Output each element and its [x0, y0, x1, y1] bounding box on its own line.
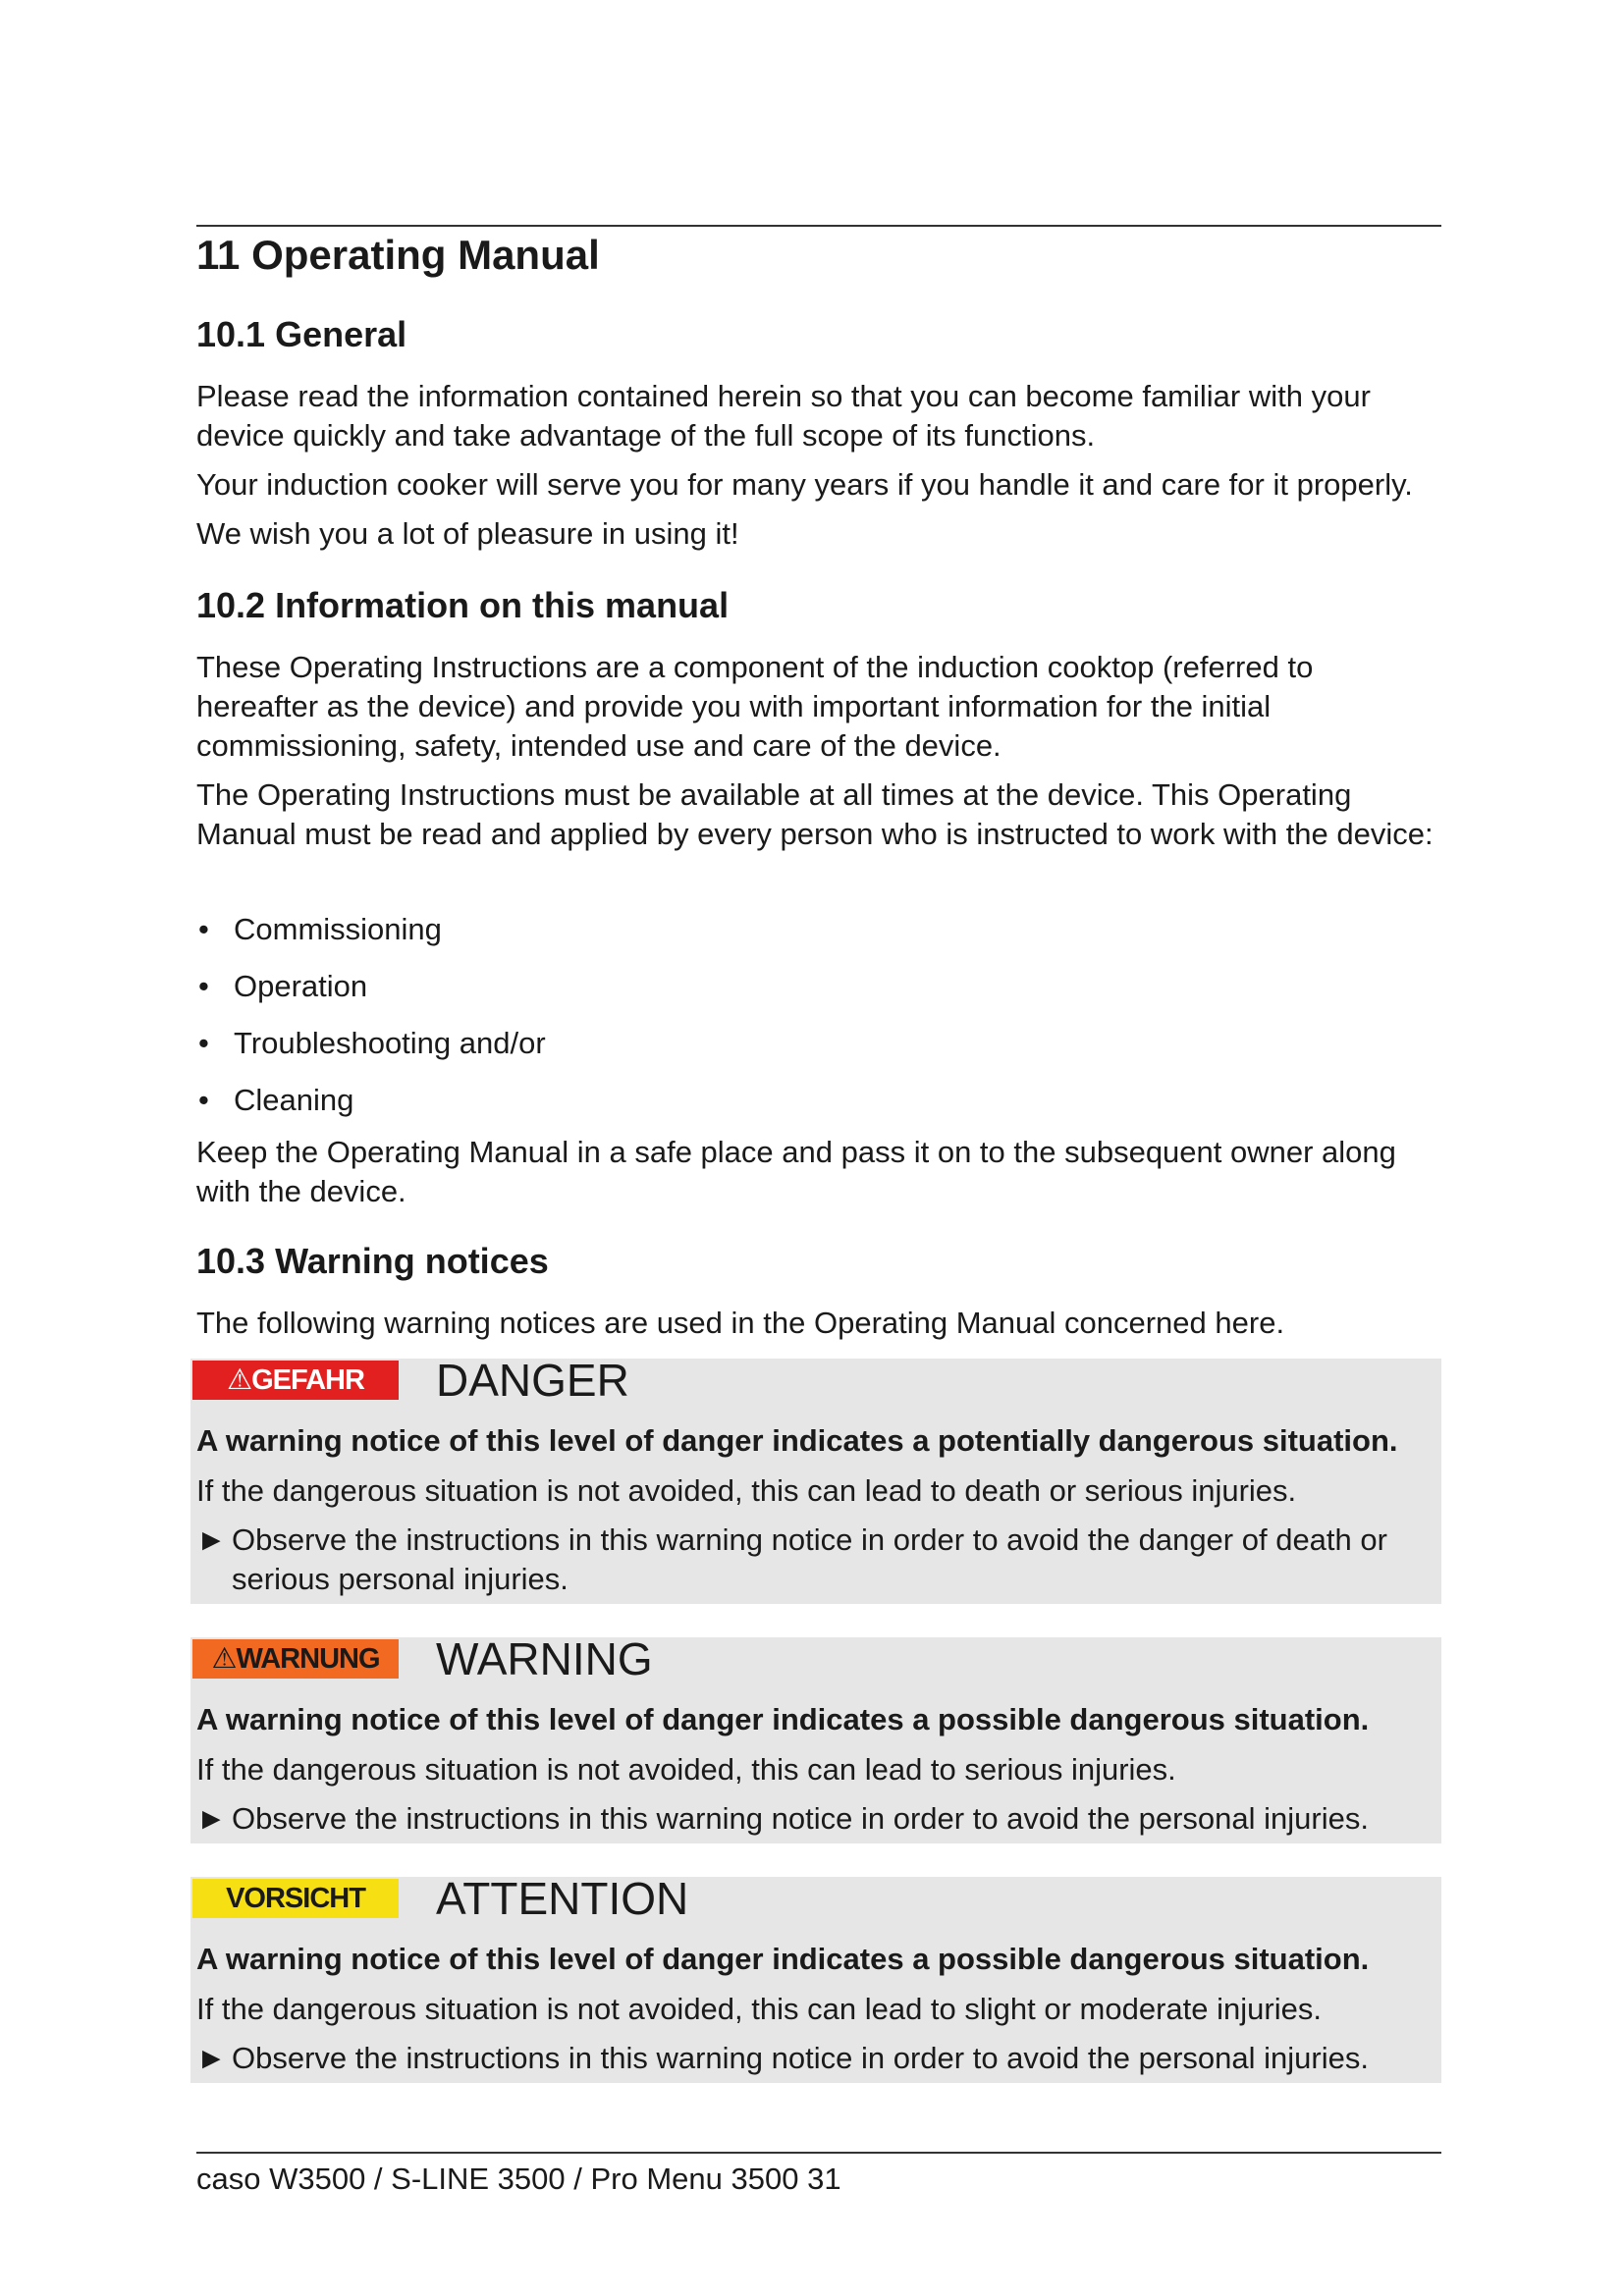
danger-badge: ⚠GEFAHR [192, 1361, 399, 1400]
list-item: • Operation [196, 958, 546, 1015]
caution-consequence: If the dangerous situation is not avoided, this can lead to slight or moderate injuries. [196, 1992, 1322, 2026]
header-rule [196, 225, 1441, 227]
danger-statement: A warning notice of this level of danger indicates a potentially dangerous situation. [196, 1423, 1398, 1458]
caution-statement: A warning notice of this level of danger indicates a possible dangerous situation. [196, 1942, 1370, 1976]
arrow-icon: ► [196, 1801, 227, 1836]
chapter-title: 11 Operating Manual [196, 232, 600, 278]
arrow-icon: ► [196, 2041, 227, 2075]
warning-signal-word: WARNING [436, 1633, 653, 1684]
document-page [196, 0, 1441, 2296]
manual-info-paragraph-2: The Operating Instructions must be available at all times at the device. This Operating Manual must be read and applied by every person who is instructed to work with the device: [196, 777, 1434, 851]
warning-statement: A warning notice of this level of danger indicates a possible dangerous situation. [196, 1702, 1370, 1736]
list-item: • Commissioning [196, 901, 546, 958]
footer-rule [196, 2152, 1441, 2154]
caution-instruction [196, 2039, 1435, 2078]
caution-instruction-text: Observe the instructions in this warning notice in order to avoid the personal injuries. [232, 2041, 1369, 2075]
warning-instruction-text: Observe the instructions in this warning notice in order to avoid the personal injuries. [232, 1801, 1369, 1836]
danger-notice [190, 1355, 1441, 1604]
warning-consequence: If the dangerous situation is not avoided, this can lead to serious injuries. [196, 1752, 1176, 1787]
warning-badge: ⚠WARNUNG [192, 1639, 399, 1679]
general-paragraph-1: Please read the information contained herein so that you can become familiar with your device quickly and take advantage of the full scope of its functions. [196, 379, 1371, 453]
section-heading-general: 10.1 General [196, 314, 407, 354]
section-heading-warning-notices: 10.3 Warning notices [196, 1241, 549, 1281]
general-paragraph-3: We wish you a lot of pleasure in using it! [196, 516, 739, 551]
arrow-icon: ► [196, 1522, 227, 1557]
danger-consequence: If the dangerous situation is not avoided, this can lead to death or serious injuries. [196, 1473, 1297, 1508]
warning-notices-intro: The following warning notices are used in the Operating Manual concerned here. [196, 1306, 1285, 1340]
warning-instruction [196, 1799, 1435, 1839]
caution-badge: VORSICHT [192, 1879, 399, 1918]
manual-info-paragraph-1: These Operating Instructions are a component of the induction cooktop (referred to hereafter as the device) and provide you with important information for the initial commissioning, safety, intended use and care of the device. [196, 650, 1314, 763]
danger-instruction-text: Observe the instructions in this warning notice in order to avoid the danger of death or serious personal injuries. [232, 1522, 1387, 1596]
danger-instruction [196, 1521, 1435, 1599]
danger-signal-word: DANGER [436, 1355, 629, 1406]
list-item: • Troubleshooting and/or [196, 1015, 546, 1072]
general-paragraph-2: Your induction cooker will serve you for many years if you handle it and care for it properly. [196, 467, 1413, 502]
warning-notice [190, 1633, 1441, 1843]
task-list [196, 901, 546, 1129]
page-footer: caso W3500 / S-LINE 3500 / Pro Menu 3500 31 [196, 2162, 841, 2196]
caution-signal-word: ATTENTION [436, 1873, 689, 1924]
section-heading-manual-info: 10.2 Information on this manual [196, 585, 730, 625]
caution-notice [190, 1873, 1441, 2083]
list-item: • Cleaning [196, 1072, 546, 1129]
manual-info-closing: Keep the Operating Manual in a safe place and pass it on to the subsequent owner along with the device. [196, 1135, 1396, 1208]
